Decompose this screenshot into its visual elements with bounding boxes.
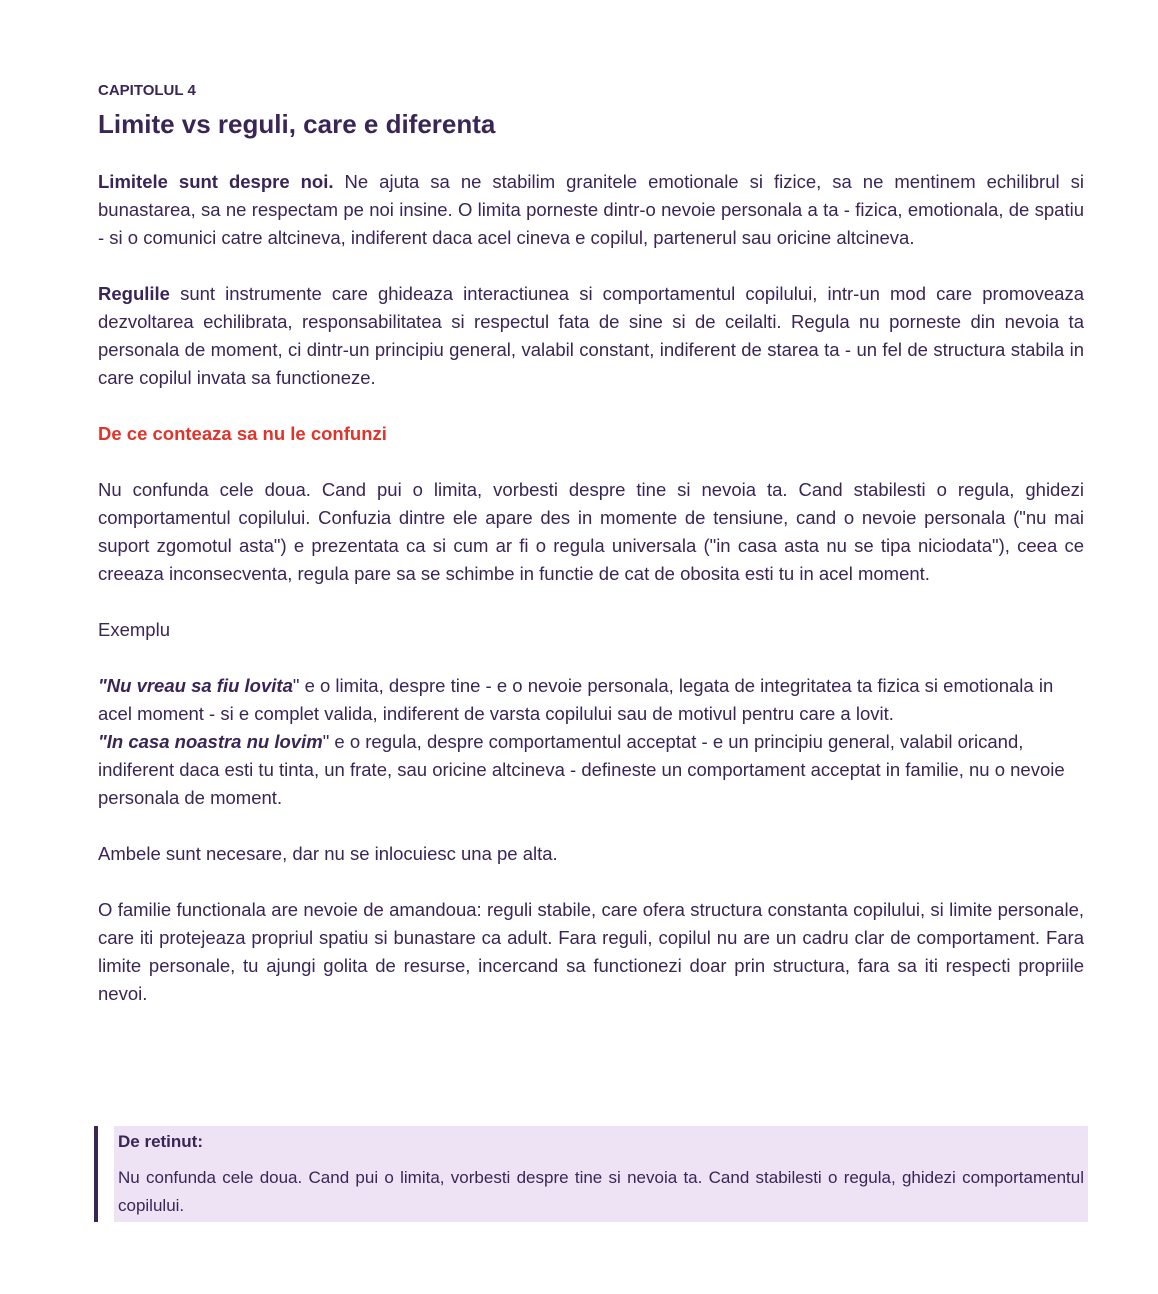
document-page [98, 80, 1084, 1008]
section-heading: De ce conteaza sa nu le confunzi [98, 423, 387, 444]
paragraph-limits-text: Ne ajuta sa ne stabilim granitele emotionale si fizice, sa ne mentinem echilibrul si bunastarea, sa ne respectam pe noi insine. O limita porneste dintr-o nevoie personala a ta - fizica, emotionala, de spatiu - si o comunici catre altcineva, indiferent daca acel cineva e copilul, partenerul sau oricine altcineva. [98, 171, 1084, 248]
example-label: Exemplu [98, 619, 170, 640]
paragraph-rules [98, 280, 1084, 392]
paragraph-rules-lead: Regulile [98, 283, 170, 304]
example-limit-quote: "Nu vreau sa fiu lovita [98, 675, 293, 696]
example-rule [98, 728, 1084, 812]
chapter-label: CAPITOLUL 4 [98, 82, 196, 99]
example-rule-quote: "In casa noastra nu lovim [98, 731, 323, 752]
takeaway-callout [94, 1126, 1088, 1222]
paragraph-limits [98, 168, 1084, 252]
callout-accent-bar [94, 1126, 98, 1222]
callout-box [114, 1126, 1088, 1222]
paragraph-confusion: Nu confunda cele doua. Cand pui o limita, vorbesti despre tine si nevoia ta. Cand stabilesti o regula, ghidezi comportamentul copilului. Confuzia dintre ele apare des in momente de tensiune, cand o nevoie personala ("nu mai suport zgomotul asta") e prezentata ca si cum ar fi o regula universala ("in casa asta nu se tipa niciodata"), ceea ce creeaza inconsecventa, regula pare sa se schimbe in functie de cat de obosita esti tu in acel moment. [98, 479, 1084, 584]
callout-text: Nu confunda cele doua. Cand pui o limita, vorbesti despre tine si nevoia ta. Cand stabilesti o regula, ghidezi comportamentul copilului. [118, 1168, 1084, 1215]
paragraph-functional-family: O familie functionala are nevoie de amandoua: reguli stabile, care ofera structura constanta copilului, si limite personale, care iti protejeaza propriul spatiu si bunastare ca adult. Fara reguli, copilul nu are un cadru clar de comportament. Fara limite personale, tu ajungi golita de resurse, incercand sa functionezi doar prin structura, fara sa iti respecti propriile nevoi. [98, 899, 1084, 1004]
example-rule-text: " e o regula, despre comportamentul acceptat - e un principiu general, valabil oricand, indiferent daca esti tu tinta, un frate, sau oricine altcineva - defineste un comportament acceptat in familie, nu o nevoie personala de moment. [98, 731, 1065, 808]
example-limit-text: " e o limita, despre tine - e o nevoie personala, legata de integritatea ta fizica si emotionala in acel moment - si e complet valida, indiferent de varsta copilului sau de motivul pentru care a lovit. [98, 675, 1054, 724]
paragraph-limits-lead: Limitele sunt despre noi. [98, 171, 334, 192]
paragraph-both-needed: Ambele sunt necesare, dar nu se inlocuiesc una pe alta. [98, 843, 558, 864]
example-limit [98, 672, 1084, 728]
callout-title: De retinut: [118, 1132, 203, 1151]
paragraph-rules-text: sunt instrumente care ghideaza interactiunea si comportamentul copilului, intr-un mod care promoveaza dezvoltarea echilibrata, responsabilitatea si respectul fata de sine si de ceilalti. Regula nu porneste din nevoia ta personala de moment, ci dintr-un principiu general, valabil constant, indiferent de starea ta - un fel de structura stabila in care copilul invata sa functioneze. [98, 283, 1084, 388]
chapter-title: Limite vs reguli, care e diferenta [98, 109, 496, 139]
